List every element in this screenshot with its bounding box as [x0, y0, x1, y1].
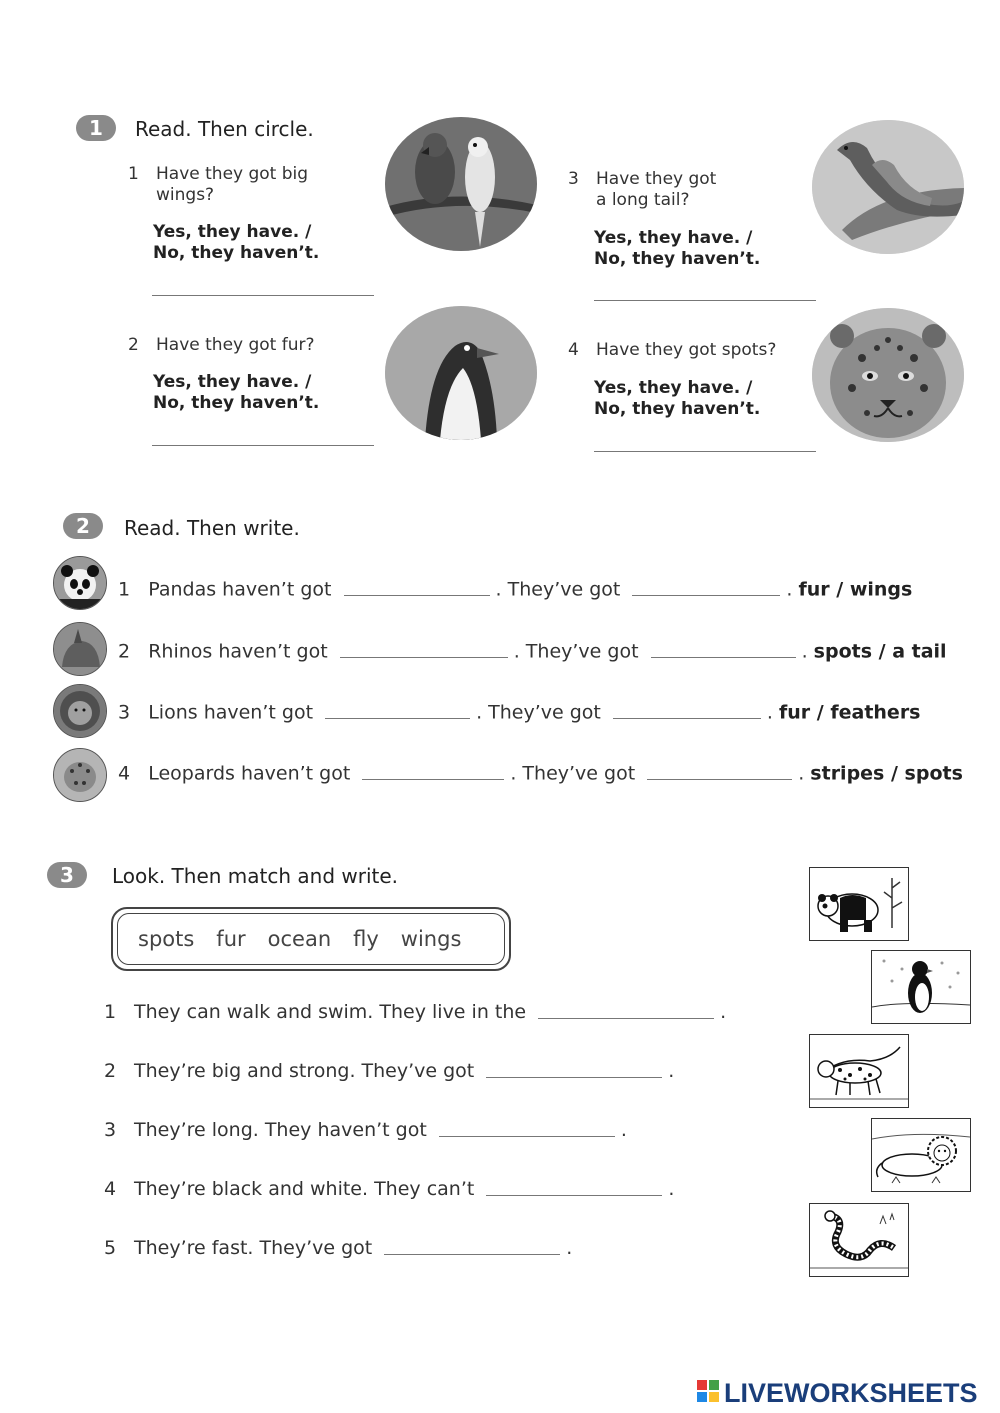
- liveworksheets-logo-icon: [697, 1380, 719, 1402]
- answer-yes[interactable]: Yes, they have. /: [153, 222, 312, 242]
- write-row-3: [118, 697, 921, 727]
- answer-no[interactable]: No, they haven’t.: [594, 399, 761, 419]
- row-text-end: .: [798, 762, 805, 785]
- row-text: They’re black and white. They can’t: [134, 1178, 475, 1200]
- row-text-end: .: [786, 578, 793, 601]
- question-text: Have they got fur?: [156, 335, 315, 355]
- match-row-1: [104, 1001, 726, 1023]
- panda-drawing[interactable]: [809, 867, 909, 941]
- question-text: Have they got: [596, 169, 717, 189]
- match-row-3: [104, 1119, 627, 1141]
- blank-line[interactable]: [613, 718, 761, 719]
- word-options: stripes / spots: [810, 762, 963, 785]
- lion-thumbnail: [53, 684, 107, 738]
- answer-options-3[interactable]: [594, 228, 760, 270]
- write-row-1: [118, 574, 912, 604]
- question-4: [568, 340, 777, 361]
- blank-line[interactable]: [384, 1254, 560, 1255]
- parrots-picture: [385, 117, 537, 251]
- match-row-5: [104, 1237, 572, 1259]
- row-end: .: [668, 1178, 675, 1200]
- answer-line[interactable]: [152, 445, 374, 446]
- answer-no[interactable]: No, they haven’t.: [153, 243, 320, 263]
- blank-line[interactable]: [647, 779, 792, 780]
- word-bank-item: ocean: [267, 927, 332, 951]
- penguin-picture: [385, 306, 537, 440]
- row-text-end: .: [801, 640, 808, 663]
- word-options: fur / wings: [798, 578, 913, 601]
- row-text-start: Leopards haven’t got: [148, 762, 351, 785]
- row-text: They can walk and swim. They live in the: [134, 1001, 527, 1023]
- answer-yes[interactable]: Yes, they have. /: [594, 228, 753, 248]
- panda-thumbnail: [53, 556, 107, 610]
- row-end: .: [566, 1237, 573, 1259]
- answer-yes[interactable]: Yes, they have. /: [594, 378, 753, 398]
- blank-line[interactable]: [486, 1077, 662, 1078]
- row-number: 5: [104, 1237, 117, 1259]
- liveworksheets-brand: LIVEWORKSHEETS: [724, 1378, 978, 1408]
- question-number: 4: [568, 340, 579, 360]
- question-text-cont: a long tail?: [596, 190, 690, 210]
- question-number: 2: [128, 335, 139, 355]
- section-2-instruction: Read. Then write.: [124, 516, 300, 540]
- row-number: 3: [118, 701, 131, 724]
- row-end: .: [720, 1001, 727, 1023]
- row-number: 3: [104, 1119, 117, 1141]
- question-number: 3: [568, 169, 579, 189]
- blank-line[interactable]: [632, 595, 780, 596]
- row-number: 4: [104, 1178, 117, 1200]
- lizards-picture: [812, 120, 964, 254]
- question-3: [568, 169, 717, 211]
- penguin-drawing[interactable]: [871, 950, 971, 1024]
- section-3-instruction: Look. Then match and write.: [112, 864, 399, 888]
- row-text-mid: . They’ve got: [495, 578, 621, 601]
- lion-drawing[interactable]: [871, 1118, 971, 1192]
- answer-line[interactable]: [152, 295, 374, 296]
- blank-line[interactable]: [651, 657, 796, 658]
- row-number: 4: [118, 762, 131, 785]
- answer-options-2[interactable]: [153, 372, 319, 414]
- section-3-badge: 3: [47, 862, 87, 888]
- row-text-start: Pandas haven’t got: [148, 578, 332, 601]
- write-row-4: [118, 758, 963, 788]
- row-text-mid: . They’ve got: [510, 762, 636, 785]
- blank-line[interactable]: [325, 718, 470, 719]
- row-text-end: .: [766, 701, 773, 724]
- row-text-start: Lions haven’t got: [148, 701, 314, 724]
- word-options: fur / feathers: [779, 701, 921, 724]
- row-text-mid: . They’ve got: [476, 701, 601, 724]
- answer-no[interactable]: No, they haven’t.: [594, 249, 761, 269]
- answer-no[interactable]: No, they haven’t.: [153, 393, 320, 413]
- rhino-thumbnail: [53, 622, 107, 676]
- question-text: Have they got spots?: [596, 340, 777, 360]
- question-text-cont: wings?: [156, 185, 215, 205]
- word-bank-item: spots: [138, 927, 195, 951]
- blank-line[interactable]: [340, 657, 508, 658]
- section-1-instruction: Read. Then circle.: [135, 117, 314, 141]
- row-number: 1: [118, 578, 131, 601]
- blank-line[interactable]: [486, 1195, 662, 1196]
- match-row-4: [104, 1178, 674, 1200]
- row-end: .: [620, 1119, 627, 1141]
- question-2: [128, 335, 315, 356]
- snake-drawing[interactable]: [809, 1203, 909, 1277]
- leopard-picture: [812, 308, 964, 442]
- row-text: They’re big and strong. They’ve got: [134, 1060, 475, 1082]
- leopard-thumbnail: [53, 748, 107, 802]
- word-bank: [111, 907, 511, 971]
- question-text: Have they got big: [156, 164, 309, 184]
- section-2-badge: 2: [63, 513, 103, 539]
- row-number: 2: [118, 640, 131, 663]
- answer-options-4[interactable]: [594, 378, 760, 420]
- question-number: 1: [128, 164, 139, 184]
- answer-options-1[interactable]: [153, 222, 319, 264]
- word-bank-item: fur: [216, 927, 246, 951]
- blank-line[interactable]: [344, 595, 490, 596]
- row-text-mid: . They’ve got: [513, 640, 639, 663]
- row-number: 2: [104, 1060, 117, 1082]
- word-options: spots / a tail: [813, 640, 947, 663]
- answer-line[interactable]: [594, 451, 816, 452]
- question-1: [128, 164, 309, 206]
- answer-yes[interactable]: Yes, they have. /: [153, 372, 312, 392]
- row-text: They’re long. They haven’t got: [134, 1119, 427, 1141]
- leopard-drawing[interactable]: [809, 1034, 909, 1108]
- row-text-start: Rhinos haven’t got: [148, 640, 328, 663]
- word-bank-item: fly: [353, 927, 379, 951]
- blank-line[interactable]: [538, 1018, 714, 1019]
- write-row-2: [118, 636, 947, 666]
- blank-line[interactable]: [362, 779, 504, 780]
- answer-line[interactable]: [594, 300, 816, 301]
- section-1-badge: 1: [76, 115, 116, 141]
- match-row-2: [104, 1060, 674, 1082]
- blank-line[interactable]: [439, 1136, 615, 1137]
- row-text: They’re fast. They’ve got: [134, 1237, 373, 1259]
- row-end: .: [668, 1060, 675, 1082]
- word-bank-item: wings: [400, 927, 462, 951]
- row-number: 1: [104, 1001, 117, 1023]
